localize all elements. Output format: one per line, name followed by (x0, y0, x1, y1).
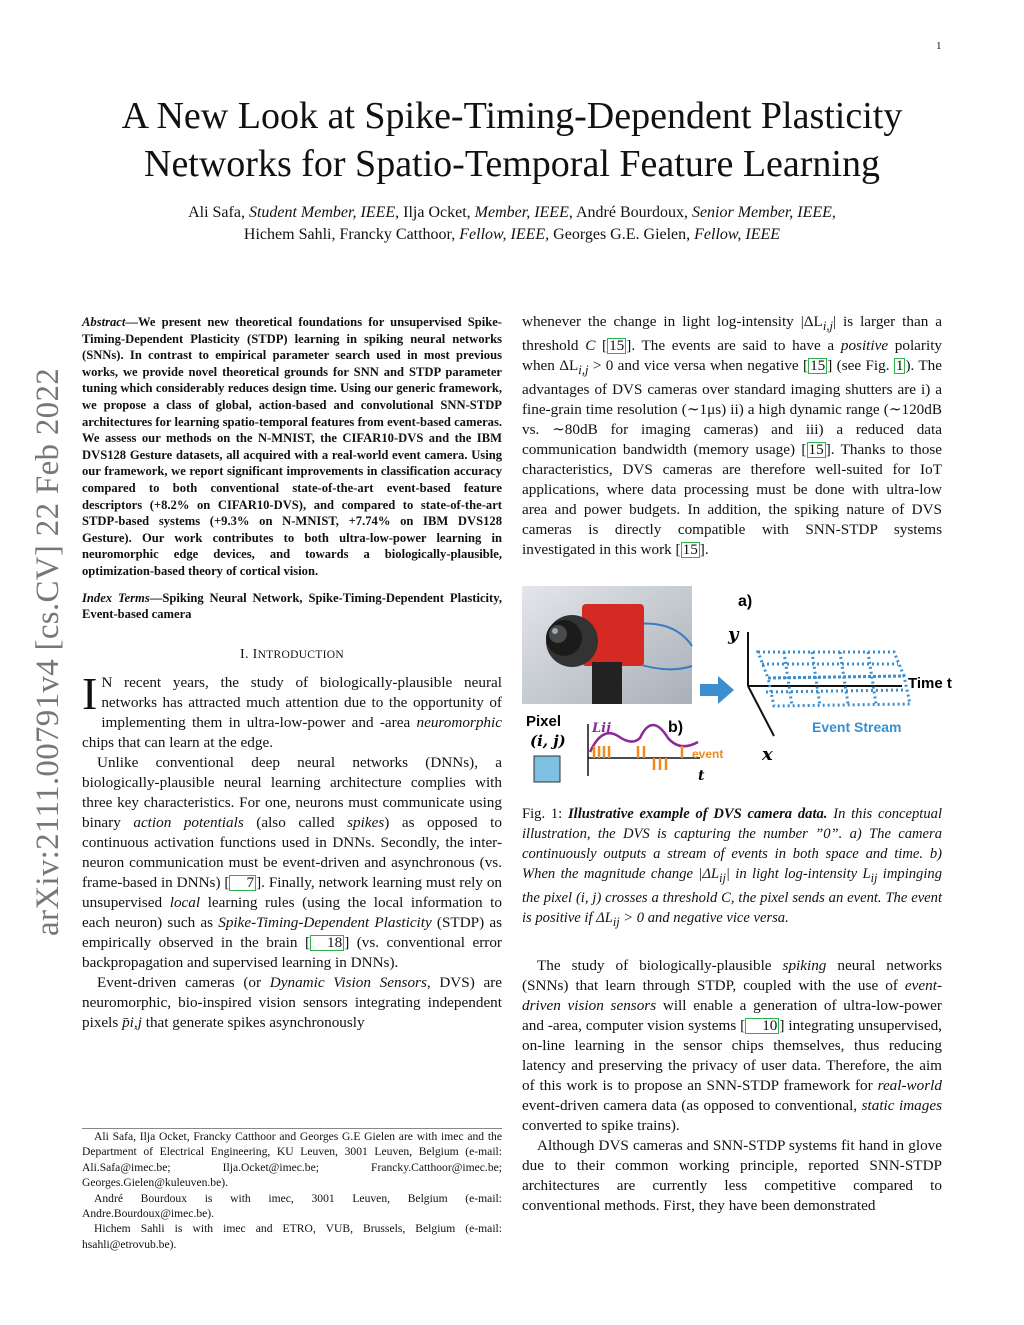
text: The study of biologically-plausible (537, 956, 783, 974)
title-line-2: Networks for Spatio-Temporal Feature Learning (144, 143, 880, 185)
intro-paragraph-3 (82, 973, 502, 1033)
right-paragraph-3: Although DVS cameras and SNN-STDP systems fit hand in glove due to their common working principle, reported SNN-STDP architectures are currently less competitive compared to conventional methods. First, they have been demonstrated (522, 1136, 942, 1214)
text: ] (vs. conventional error backpropagation and supervised learning in DNNs). (82, 933, 502, 971)
author-role: Senior Member, IEEE (691, 204, 832, 221)
citation-link[interactable]: 10 (745, 1018, 779, 1034)
author-role: Student Member, IEEE (248, 204, 396, 221)
text: ). The advantages of DVS cameras over standard imaging shutters are i) a fine-grain time resolution (∼1μs) ii) a high dynamic range (∼120dB vs. ∼80dB for imaging cameras) and iii) a reduced data communication bandwidth (memory usage) [ (522, 357, 942, 459)
emphasis: action potentials (133, 813, 244, 831)
emphasis: real-world (877, 1076, 942, 1094)
abstract-label: Abstract (82, 315, 126, 329)
emphasis: Spike-Timing-Dependent Plasticity (218, 913, 432, 931)
pixel-square (534, 756, 560, 782)
text: , DVS) are neuromorphic, bio-inspired vision sensors integrating independent pixels (82, 973, 502, 1031)
author-text: , Georges G.E. Gielen, (545, 226, 695, 243)
axis-time-label: Time t (908, 675, 952, 693)
figure-1-illustration (522, 586, 952, 792)
abstract-text: —We present new theoretical foundations for unsupervised Spike-Timing-Dependent Plasticity (STDP) learning in spiking neural networks (SNNs). In contrast to empirical parameter search used in most previous works, we provide novel theoretical grounds for SNN and STDP parameter tuning which considerably reduces design time. Using our generic framework, we propose a class of global, action-based and convolutional SNN-STDP architectures for learning spatio-temporal features from event-based cameras. We assess our methods on the N-MNIST, the CIFAR10-DVS and the IBM DVS128 Gesture datasets, all acquired with a real-world event camera. Using our framework, we report significant improvements in classification accuracy compared to both conventional state-of-the-art event-based feature descriptors (+8.2% on CIFAR10-DVS), and compared to state-of-the-art STDP-based systems (+9.3% on N-MNIST, +7.74% on IBM DVS128 Gesture). Our work contributes to both ultra-low-power learning in neuromorphic edge devices, and towards a biologically-plausible, optimization-based theory of cortical vision. (82, 315, 502, 578)
footnote-3: Hichem Sahli is with imec and ETRO, VUB, Brussels, Belgium (e-mail: hsahli@etrovub.be). (82, 1222, 502, 1251)
lij-label: Lij (592, 721, 611, 737)
author-role: Member, IEEE (474, 204, 569, 221)
right-paragraph-1 (522, 312, 942, 560)
emphasis: spikes (347, 813, 385, 831)
author-text: , Ilja Ocket, (395, 204, 475, 221)
author-list (0, 202, 1024, 246)
citation-link[interactable]: 7 (229, 875, 256, 891)
abstract (82, 314, 502, 580)
text: ] (see Fig. (827, 357, 894, 375)
section-title-rest: NTRODUCTION (257, 648, 344, 661)
text: will enable a generation of ultra-low-power and -area, computer vision systems [ (522, 996, 942, 1034)
text: | is larger than a threshold (522, 313, 943, 355)
right-column (522, 312, 952, 1216)
text: N recent years, the study of biologically-plausible neural networks has attracted much attention due to the opportunity of implementing them in ultra-low-power and -area (101, 673, 502, 731)
footnote-2: André Bourdoux is with imec, 3001 Leuven, Belgium (e-mail: Andre.Bourdoux@imec.be). (82, 1191, 502, 1221)
right-paragraph-2 (522, 956, 942, 1136)
text: ]. The events are said to have a (626, 337, 841, 355)
section-numeral: I. (240, 646, 253, 662)
author-text: Hichem Sahli, Francky Catthoor, (243, 226, 460, 243)
citation-link[interactable]: 15 (810, 357, 826, 375)
emphasis: static images (861, 1096, 942, 1114)
text: Event-driven cameras (or (97, 973, 270, 991)
right-arrow-icon (700, 676, 734, 704)
author-text: , (831, 204, 836, 221)
subscript: ij (612, 914, 620, 929)
title-line-1: A New Look at Spike-Timing-Dependent Plasticity (121, 95, 903, 137)
dvs-camera-photo (522, 586, 692, 704)
math-symbol: C (585, 337, 596, 355)
text: ]. (699, 541, 709, 559)
axis-y-label: y (728, 624, 739, 646)
author-line-2 (0, 224, 1024, 246)
subscript: i,j (822, 319, 834, 334)
figure-label-a: a) (738, 593, 753, 611)
author-role: Fellow, IEEE (694, 226, 781, 243)
time-t-label: t (698, 768, 705, 785)
figure-label-b: b) (668, 719, 684, 737)
intro-paragraph-2 (82, 753, 502, 973)
author-text: Ali Safa, (188, 204, 249, 221)
paper-title (0, 92, 1024, 188)
text: ) as opposed to continuous activation functions used in DNNs. Secondly, the inter-neuron communication must be event-driven and asynchronous (vs. frame-based in DNNs) [ (82, 813, 502, 891)
event-stream-volume (758, 652, 910, 706)
index-terms (82, 590, 502, 623)
section-initial: I (252, 646, 258, 662)
text: that generate spikes asynchronously (141, 1013, 365, 1031)
text: event-driven camera data (as opposed to conventional, (522, 1096, 862, 1114)
pixel-ij-label: (i, j) (530, 732, 566, 751)
title-block (0, 92, 1024, 246)
pixel-label: Pixel (526, 713, 562, 731)
subscript: ij (870, 870, 878, 885)
emphasis: spiking (782, 956, 827, 974)
figure-1 (522, 586, 952, 792)
citation-link[interactable]: 15 (808, 441, 824, 459)
author-line-1 (0, 202, 1024, 224)
index-terms-label: Index Terms (82, 590, 150, 605)
text: converted to spike trains). (522, 1116, 680, 1134)
text: Unlike conventional deep neural networks (DNNs), a biologically-plausible neural learning architecture complies with three key characteristics. For one, neurons must communicate using binary (82, 753, 502, 831)
intro-paragraph-1 (82, 667, 502, 753)
page-number: 1 (936, 40, 942, 52)
caption-text: impinging the pixel (i, j) crosses a threshold C, the pixel sends an event. The event is positive if ΔL (522, 866, 942, 926)
event-label: event (692, 747, 724, 762)
caption-text: In this conceptual illustration, the DVS is capturing the number ”0”. a) The camera continuously outputs a stream of events in both space and time. b) When the magnitude change |ΔL (522, 806, 942, 883)
text: ] integrating unsupervised, on-line learning in the sensor chips themselves, thus reducing latency and preserving the privacy of user data. Therefore, the aim of this work is to propose an SNN-STDP framework for (522, 1016, 942, 1094)
text: chips that can learn at the edge. (82, 733, 274, 751)
axis-x-label: x (762, 744, 773, 766)
arxiv-sidebar-stamp: arXiv:2111.00791v4 [cs.CV] 22 Feb 2022 (30, 367, 66, 936)
text: ]. Thanks to those characteristics, DVS cameras are therefore well-suited for IoT applications, where data processing must be done with ultra-low area and power budgets. In addition, the spiking nature of DVS cameras is directly compatible with SNN-STDP systems investigated in this work [ (522, 441, 942, 559)
author-text: , André Bourdoux, (568, 204, 692, 221)
subscript: i,j (578, 363, 589, 378)
emphasis: positive (840, 337, 889, 355)
emphasis: local (169, 893, 201, 911)
text: (STDP) as empirically observed in the brain [ (82, 913, 502, 951)
emphasis: Dynamic Vision Sensors (269, 973, 427, 991)
footnotes (82, 1128, 502, 1252)
figure-1-caption (522, 804, 942, 932)
text: ]. Finally, network learning must rely on unsupervised (82, 873, 503, 911)
caption-label: Fig. 1: (522, 806, 568, 823)
text: learning rules (using the local information to each neuron) such as (82, 893, 502, 931)
caption-title: Illustrative example of DVS camera data. (568, 806, 828, 823)
citation-link[interactable]: 15 (609, 337, 625, 355)
text: polarity when ΔL (522, 337, 943, 375)
index-terms-text: —Spiking Neural Network, Spike-Timing-Dependent Plasticity, Event-based camera (82, 590, 502, 622)
text: neural networks (SNNs) that learn through STDP, coupled with the use of (522, 956, 942, 994)
text: whenever the change in light log-intensity |ΔL (522, 313, 823, 330)
author-role: Fellow, IEEE (459, 226, 546, 243)
citation-link[interactable]: 18 (310, 935, 344, 951)
footnote-1: Ali Safa, Ilja Ocket, Francky Catthoor and Georges G.E Gielen are with imec and the Department of Electrical Engineering, KU Leuven, 3001 Leuven, Belgium (e-mail: Ali.Safa@imec.be; Ilja.Ocket@imec.be; Francky.Catthoor@imec.be; Georges.Gielen@kuleuven.be). (82, 1130, 502, 1190)
emphasis: event-driven vision sensors (522, 976, 942, 1014)
emphasis: neuromorphic (416, 713, 502, 731)
citation-link[interactable]: 15 (682, 541, 698, 559)
event-stream-label: Event Stream (812, 719, 902, 736)
left-column (82, 314, 502, 1033)
caption-text: > 0 and negative vice versa. (619, 909, 789, 926)
subscript: ij (719, 870, 726, 885)
text: [ (595, 337, 608, 355)
text: > 0 and vice versa when negative [ (588, 357, 809, 375)
caption-text: | in light log-intensity L (725, 866, 871, 883)
math-symbol: p̄i,j (122, 1013, 142, 1031)
drop-cap: I (82, 667, 98, 719)
text: (also called (243, 813, 348, 831)
section-heading-introduction (82, 645, 502, 665)
figure-link[interactable]: 1 (895, 357, 904, 375)
